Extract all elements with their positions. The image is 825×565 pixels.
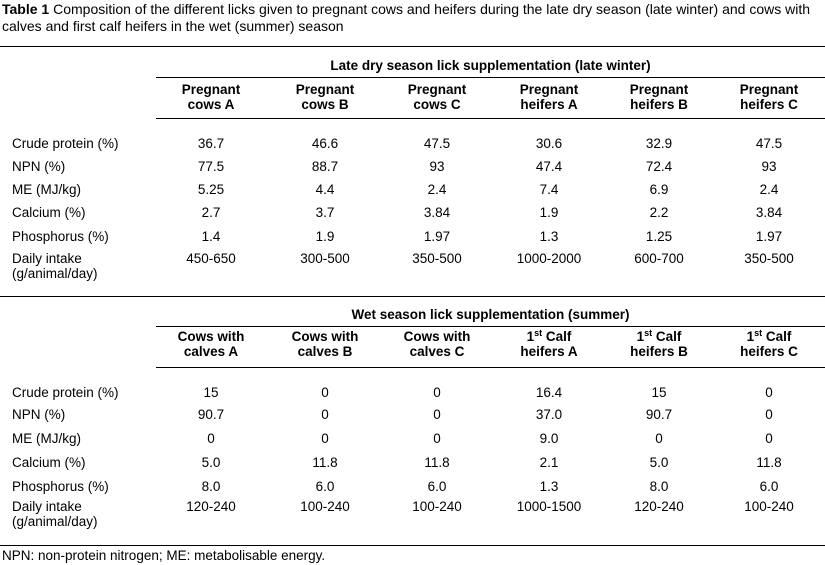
table-cell: 90.7 [645, 407, 673, 422]
table-cell: 0 [321, 431, 329, 446]
column-header-line2: heifers B [630, 344, 688, 359]
section-title: Wet season lick supplementation (summer) [351, 307, 630, 322]
table-cell: 72.4 [645, 159, 673, 174]
table-cell: 6.9 [649, 182, 669, 197]
row-label-text-line2: (g/animal/day) [12, 266, 98, 281]
column-header [155, 82, 267, 112]
column-header [603, 329, 715, 359]
column-header-line1: 1 [636, 329, 645, 344]
column-header-line2: heifers A [520, 97, 578, 112]
table-cell: 0 [765, 407, 773, 422]
table-cell: 6.0 [315, 479, 335, 494]
table-cell: 5.25 [197, 182, 225, 197]
table-cell: 88.7 [311, 159, 339, 174]
row-label [12, 136, 162, 151]
table-cell: 1.97 [423, 229, 451, 244]
table-cell: 1.3 [539, 229, 559, 244]
table-cell: 2.4 [427, 182, 447, 197]
section-subheader-rule [156, 77, 825, 78]
column-header-line1-suffix: Calf [762, 329, 792, 344]
table-cell: 93 [429, 159, 445, 174]
section-top-rule [0, 296, 825, 297]
row-label [12, 182, 162, 197]
column-header-superscript: st [644, 328, 653, 338]
section-title: Late dry season lick supplementation (late winter) [330, 58, 651, 73]
row-label-text: Calcium (%) [12, 205, 86, 220]
table-cell: 5.0 [649, 455, 669, 470]
column-header [603, 82, 715, 112]
table-cell: 11.8 [424, 455, 450, 470]
table-cell: 120-240 [186, 499, 236, 514]
table-cell: 8.0 [201, 479, 221, 494]
column-header-line1: 1 [526, 329, 535, 344]
section-subheader-rule [156, 326, 825, 327]
column-header-line1: Pregnant [739, 82, 799, 97]
column-header-line2: cows B [301, 97, 349, 112]
row-label [12, 159, 162, 174]
table-cell: 4.4 [315, 182, 335, 197]
table-cell: 9.0 [539, 431, 559, 446]
column-header-line2: heifers C [740, 97, 798, 112]
table-cell: 90.7 [197, 407, 225, 422]
table-cell: 1.25 [645, 229, 673, 244]
column-header-line1-suffix: Calf [542, 329, 572, 344]
table-cell: 32.9 [645, 136, 673, 151]
table-cell: 350-500 [744, 251, 794, 266]
row-label [12, 205, 162, 220]
column-header-line1: 1 [746, 329, 755, 344]
column-header-bottom-rule [156, 118, 825, 119]
column-header [269, 82, 381, 112]
row-label-text-line2: (g/animal/day) [12, 514, 98, 529]
table-cell: 1.3 [539, 479, 559, 494]
table-cell: 0 [321, 407, 329, 422]
column-header-line1: Pregnant [629, 82, 689, 97]
column-header [381, 82, 493, 112]
table-cell: 1000-2000 [516, 251, 582, 266]
table-cell: 300-500 [300, 251, 350, 266]
column-header-line1: Pregnant [181, 82, 241, 97]
column-header-bottom-rule [156, 367, 825, 368]
table-cell: 1.4 [201, 229, 221, 244]
row-label-text: Crude protein (%) [12, 136, 119, 151]
column-header-line2: heifers C [740, 344, 798, 359]
column-header [381, 329, 493, 359]
table-cell: 93 [761, 159, 777, 174]
column-header-line1: Pregnant [407, 82, 467, 97]
table-cell: 450-650 [186, 251, 236, 266]
table-cell: 8.0 [649, 479, 669, 494]
column-header-line1-suffix: Calf [652, 329, 682, 344]
table-cell: 0 [207, 431, 215, 446]
table-cell: 0 [655, 431, 663, 446]
column-header-line2: calves B [297, 344, 353, 359]
row-label [12, 407, 162, 422]
table-cell: 350-500 [412, 251, 462, 266]
column-header-line2: heifers A [520, 344, 578, 359]
table-caption [2, 1, 822, 35]
table-bottom-rule [0, 545, 825, 546]
row-label [12, 229, 162, 244]
row-label [12, 499, 162, 529]
table-cell: 16.4 [535, 385, 563, 400]
row-label [12, 251, 162, 281]
table-cell: 100-240 [412, 499, 462, 514]
column-header-line1: Pregnant [519, 82, 579, 97]
row-label-text: NPN (%) [12, 407, 66, 422]
column-header-line1: Cows with [403, 329, 471, 344]
row-label-text: Daily intake [12, 499, 82, 514]
column-header-line2: cows A [187, 97, 235, 112]
table-cell: 2.2 [649, 205, 669, 220]
table-cell: 5.0 [201, 455, 221, 470]
column-header [269, 329, 381, 359]
table-cell: 2.1 [539, 455, 559, 470]
row-label-text: ME (MJ/kg) [12, 431, 81, 446]
table-cell: 0 [765, 431, 773, 446]
column-header-superscript: st [754, 328, 763, 338]
table-cell: 1000-1500 [516, 499, 582, 514]
table-cell: 46.6 [311, 136, 339, 151]
table-cell: 1.97 [755, 229, 783, 244]
column-header-line2: calves C [409, 344, 465, 359]
section-top-rule [0, 46, 825, 47]
row-label-text: Crude protein (%) [12, 385, 119, 400]
row-label-text: Phosphorus (%) [12, 229, 109, 244]
table-cell: 7.4 [539, 182, 559, 197]
table-cell: 15 [651, 385, 667, 400]
column-header-line2: calves A [183, 344, 239, 359]
table-cell: 47.4 [535, 159, 563, 174]
table-footnote: NPN: non-protein nitrogen; ME: metabolisable energy. [2, 548, 326, 563]
row-label [12, 479, 162, 494]
table-cell: 36.7 [197, 136, 225, 151]
table-cell: 3.7 [315, 205, 335, 220]
column-header [713, 329, 825, 359]
table-caption-label: Table 1 [2, 1, 50, 17]
table-cell: 3.84 [423, 205, 451, 220]
table-cell: 77.5 [197, 159, 225, 174]
table-cell: 47.5 [755, 136, 783, 151]
table-cell: 600-700 [634, 251, 684, 266]
table-cell: 37.0 [535, 407, 563, 422]
table-cell: 1.9 [315, 229, 335, 244]
column-header-line2: heifers B [630, 97, 688, 112]
column-header [713, 82, 825, 112]
table-cell: 0 [433, 385, 441, 400]
table-cell: 30.6 [535, 136, 563, 151]
table-cell: 100-240 [744, 499, 794, 514]
row-label-text: NPN (%) [12, 159, 66, 174]
row-label [12, 455, 162, 470]
column-header [493, 329, 605, 359]
table-cell: 2.4 [759, 182, 779, 197]
row-label-text: Calcium (%) [12, 455, 86, 470]
table-cell: 120-240 [634, 499, 684, 514]
column-header-line1: Cows with [177, 329, 245, 344]
table-cell: 6.0 [759, 479, 779, 494]
table-cell: 11.8 [312, 455, 338, 470]
table-cell: 0 [321, 385, 329, 400]
table-cell: 1.9 [539, 205, 559, 220]
table-cell: 47.5 [423, 136, 451, 151]
column-header [493, 82, 605, 112]
row-label [12, 385, 162, 400]
table-cell: 0 [765, 385, 773, 400]
column-header [155, 329, 267, 359]
column-header-line2: cows C [413, 97, 461, 112]
table-cell: 6.0 [427, 479, 447, 494]
table-cell: 3.84 [755, 205, 783, 220]
row-label-text: ME (MJ/kg) [12, 182, 81, 197]
column-header-line1: Cows with [291, 329, 359, 344]
column-header-superscript: st [534, 328, 543, 338]
table-cell: 11.8 [756, 455, 782, 470]
column-header-line1: Pregnant [295, 82, 355, 97]
row-label-text: Daily intake [12, 251, 82, 266]
table-cell: 100-240 [300, 499, 350, 514]
table-cell: 15 [203, 385, 219, 400]
table-cell: 2.7 [201, 205, 221, 220]
row-label [12, 431, 162, 446]
row-label-text: Phosphorus (%) [12, 479, 109, 494]
table-cell: 0 [433, 431, 441, 446]
table-caption-text: Composition of the different licks given to pregnant cows and heifers during the late dry season (late winter) and cows with calves and first calf heifers in the wet (summer) season [2, 1, 811, 34]
table-cell: 0 [433, 407, 441, 422]
